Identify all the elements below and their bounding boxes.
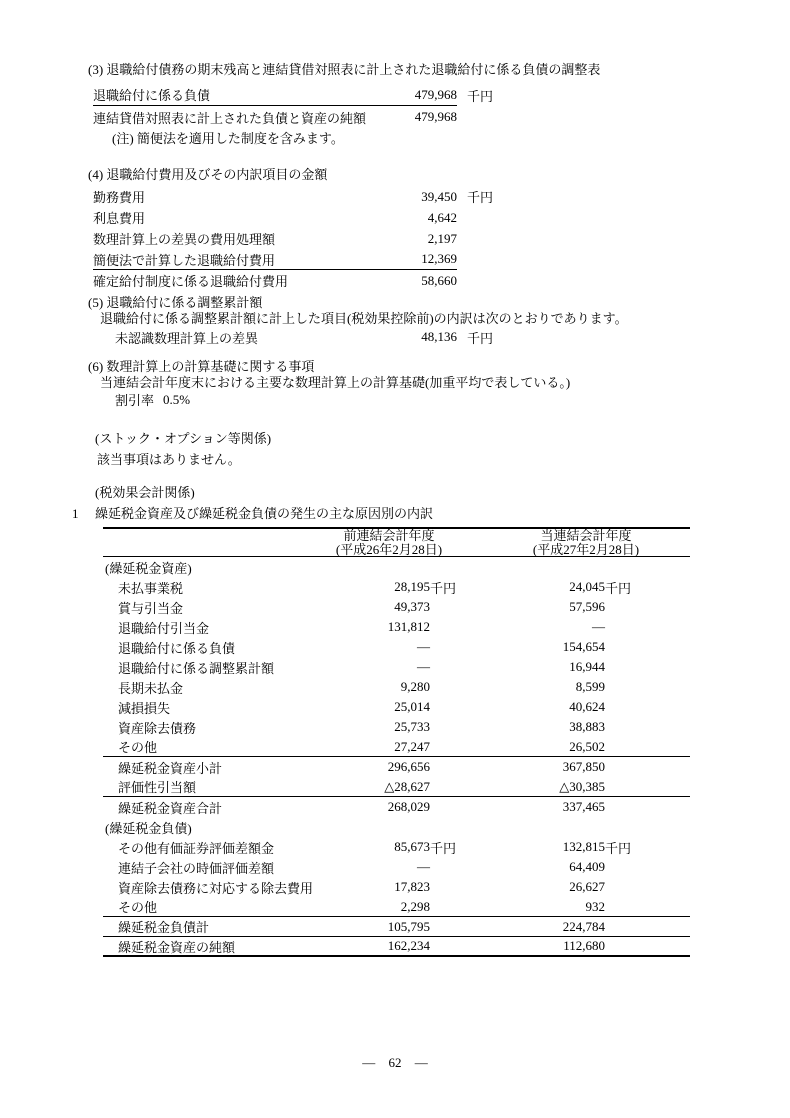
prior-year-value: 25,733 (394, 719, 430, 734)
line-item-label: 数理計算上の差異の費用処理額 (93, 232, 276, 247)
line-item-label: 簡便法で計算した退職給付費用 (93, 252, 276, 268)
current-year-value: 24,045 (569, 579, 605, 594)
section5-heading: (5) 退職給付に係る調整累計額 (88, 295, 263, 310)
line-item-value: 39,450 (421, 188, 457, 204)
financial-line-item (93, 84, 501, 106)
section4-heading: (4) 退職給付費用及びその内訳項目の金額 (88, 167, 328, 182)
line-item-main (93, 106, 457, 128)
table-row (103, 637, 690, 657)
prior-year-value: 9,280 (400, 679, 430, 694)
current-year-value: 40,624 (569, 699, 605, 714)
current-year-value: 38,883 (569, 719, 605, 734)
line-item-label: 未認識数理計算上の差異 (115, 330, 259, 346)
table-section-label: (繰延税金負債) (105, 820, 192, 836)
financial-line-item (93, 186, 501, 207)
line-item-label: 連結貸借対照表に計上された負債と資産の純額 (93, 110, 367, 126)
prior-year-value: 25,014 (394, 699, 430, 714)
line-item-main (93, 84, 457, 106)
prior-year-value: 105,795 (387, 918, 430, 934)
deferred-tax-table-header (103, 529, 690, 557)
tax-effect-item-number: 1 (72, 506, 79, 521)
table-row-label: 減損損失 (118, 700, 171, 716)
line-item-label: 勤務費用 (93, 190, 146, 205)
current-year-value: — (592, 619, 605, 634)
financial-line-item (93, 249, 501, 270)
table-row-label: 連結子会社の時価評価差額 (118, 860, 275, 876)
current-year-value: 224,784 (562, 918, 605, 934)
prior-year-value: △28,627 (384, 778, 430, 794)
prior-year-value: 27,247 (394, 738, 430, 754)
table-section-row (103, 557, 690, 577)
prior-year-value: — (417, 859, 430, 874)
current-year-value: 932 (585, 898, 605, 914)
table-row (103, 597, 690, 617)
prior-year-value: — (417, 639, 430, 654)
current-year-unit: 千円 (605, 840, 632, 856)
table-row-label: 退職給付に係る調整累計額 (118, 660, 275, 676)
table-section-row (103, 817, 690, 837)
stock-option-heading: (ストック・オプション等関係) (95, 431, 272, 446)
line-item-value: 479,968 (414, 109, 457, 124)
line-item-unit: 千円 (467, 88, 494, 104)
prior-year-value: — (417, 659, 430, 674)
line-item-label: 退職給付に係る負債 (93, 88, 211, 103)
table-row (103, 617, 690, 637)
table-row-label: 資産除去債務 (118, 720, 197, 736)
prior-year-value: 162,234 (387, 938, 430, 953)
table-row (103, 757, 690, 777)
current-year-value: 132,815 (562, 839, 605, 854)
deferred-tax-table (103, 527, 690, 957)
table-row (103, 897, 690, 917)
line-item-value: 479,968 (414, 86, 457, 102)
current-year-value: △30,385 (559, 778, 605, 794)
table-row-label: 長期未払金 (118, 680, 184, 696)
prior-year-value: 131,812 (387, 619, 430, 634)
table-row (103, 917, 690, 937)
current-year-value: 367,850 (562, 759, 605, 774)
section3-heading: (3) 退職給付債務の期末残高と連結貸借対照表に計上された退職給付に係る負債の調整表 (88, 62, 601, 77)
table-row-label: 退職給付引当金 (118, 620, 210, 636)
table-row (103, 577, 690, 597)
financial-line-item (93, 270, 501, 291)
prior-year-value: 296,656 (387, 759, 430, 774)
section6-heading: (6) 数理計算上の計算基礎に関する事項 (88, 359, 315, 374)
line-item-value: 4,642 (427, 209, 457, 225)
prior-year-value: 28,195 (394, 579, 430, 594)
table-row (103, 837, 690, 857)
prior-year-unit: 千円 (430, 580, 457, 596)
table-row (103, 677, 690, 697)
current-year-value: 8,599 (575, 679, 605, 694)
table-row-label: その他 (118, 740, 158, 755)
table-row (103, 697, 690, 717)
prior-year-value: 17,823 (394, 879, 430, 894)
current-year-value: 16,944 (569, 659, 605, 674)
table-row (103, 657, 690, 677)
section6-description: 当連結会計年度末における主要な数理計算上の計算基礎(加重平均で表している。) (100, 375, 571, 390)
line-item-label: 確定給付制度に係る退職給付費用 (93, 274, 289, 289)
table-row (103, 877, 690, 897)
line-item-main (93, 228, 457, 249)
financial-line-item (93, 326, 501, 348)
current-year-value: 112,680 (563, 938, 605, 953)
table-row-label: 未払事業税 (118, 580, 184, 596)
current-year-value: 64,409 (569, 859, 605, 874)
table-row-label: その他有価証券評価差額金 (118, 840, 275, 856)
table-row-label: 資産除去債務に対応する除去費用 (118, 880, 314, 896)
line-item-value: 48,136 (421, 329, 457, 344)
table-row-label: 退職給付に係る負債 (118, 640, 236, 656)
deferred-tax-table-body (103, 557, 690, 957)
line-item-value: 12,369 (421, 251, 457, 266)
tax-effect-heading: (税効果会計関係) (95, 485, 195, 500)
line-item-main (93, 186, 457, 207)
section5-item-table (93, 326, 501, 348)
current-year-unit: 千円 (605, 580, 632, 596)
table-row-label: その他 (118, 900, 158, 915)
table-row-label: 繰延税金資産小計 (118, 760, 223, 776)
line-item-main (93, 326, 457, 348)
prior-year-unit: 千円 (430, 840, 457, 856)
current-year-value: 57,596 (569, 599, 605, 614)
column-header-current-year: 当連結会計年度 (平成27年2月28日) (532, 528, 640, 557)
section3-adjustment-table (93, 84, 501, 128)
table-row-label: 評価性引当額 (118, 780, 197, 795)
section5-description: 退職給付に係る調整累計額に計上した項目(税効果控除前)の内訳は次のとおりであります。 (100, 311, 628, 326)
financial-line-item (93, 228, 501, 249)
table-row-label: 繰延税金資産の純額 (118, 939, 236, 955)
section3-note: (注) 簡便法を適用した制度を含みます。 (112, 131, 344, 146)
table-section-label: (繰延税金資産) (105, 560, 192, 576)
table-row (103, 737, 690, 757)
prior-year-value: 268,029 (387, 799, 430, 814)
financial-line-item (93, 207, 501, 228)
tax-effect-item-title: 繰延税金資産及び繰延税金負債の発生の主な原因別の内訳 (95, 506, 434, 521)
table-row (103, 717, 690, 737)
table-row (103, 777, 690, 797)
table-row (103, 937, 690, 957)
current-year-value: 26,627 (569, 879, 605, 894)
line-item-value: 2,197 (427, 230, 457, 246)
table-row-label: 繰延税金資産合計 (118, 800, 223, 816)
table-row (103, 797, 690, 817)
page-number: — 62 — (362, 1055, 428, 1070)
line-item-main (93, 270, 457, 291)
table-row (103, 857, 690, 877)
line-item-unit: 千円 (467, 190, 494, 205)
line-item-label: 利息費用 (93, 211, 146, 226)
current-year-value: 337,465 (562, 799, 605, 814)
discount-rate-label: 割引率 (115, 393, 155, 408)
prior-year-value: 49,373 (394, 599, 430, 614)
discount-rate-row (93, 389, 393, 410)
discount-rate-value: 0.5% (163, 391, 191, 407)
prior-year-value: 85,673 (394, 839, 430, 854)
financial-line-item (93, 106, 501, 128)
line-item-main (93, 249, 457, 270)
table-row-label: 賞与引当金 (118, 600, 184, 616)
current-year-value: 154,654 (562, 639, 605, 654)
table-row-label: 繰延税金負債計 (118, 920, 210, 935)
line-item-value: 58,660 (421, 272, 457, 288)
line-item-unit: 千円 (467, 330, 494, 346)
stock-option-body: 該当事項はありません。 (97, 452, 241, 467)
prior-year-value: 2,298 (400, 898, 430, 914)
current-year-value: 26,502 (569, 738, 605, 754)
column-header-prior-year: 前連結会計年度 (平成26年2月28日) (335, 528, 443, 557)
line-item-main (93, 207, 457, 228)
tax-effect-item-line (72, 506, 433, 521)
section4-cost-table (93, 186, 501, 291)
